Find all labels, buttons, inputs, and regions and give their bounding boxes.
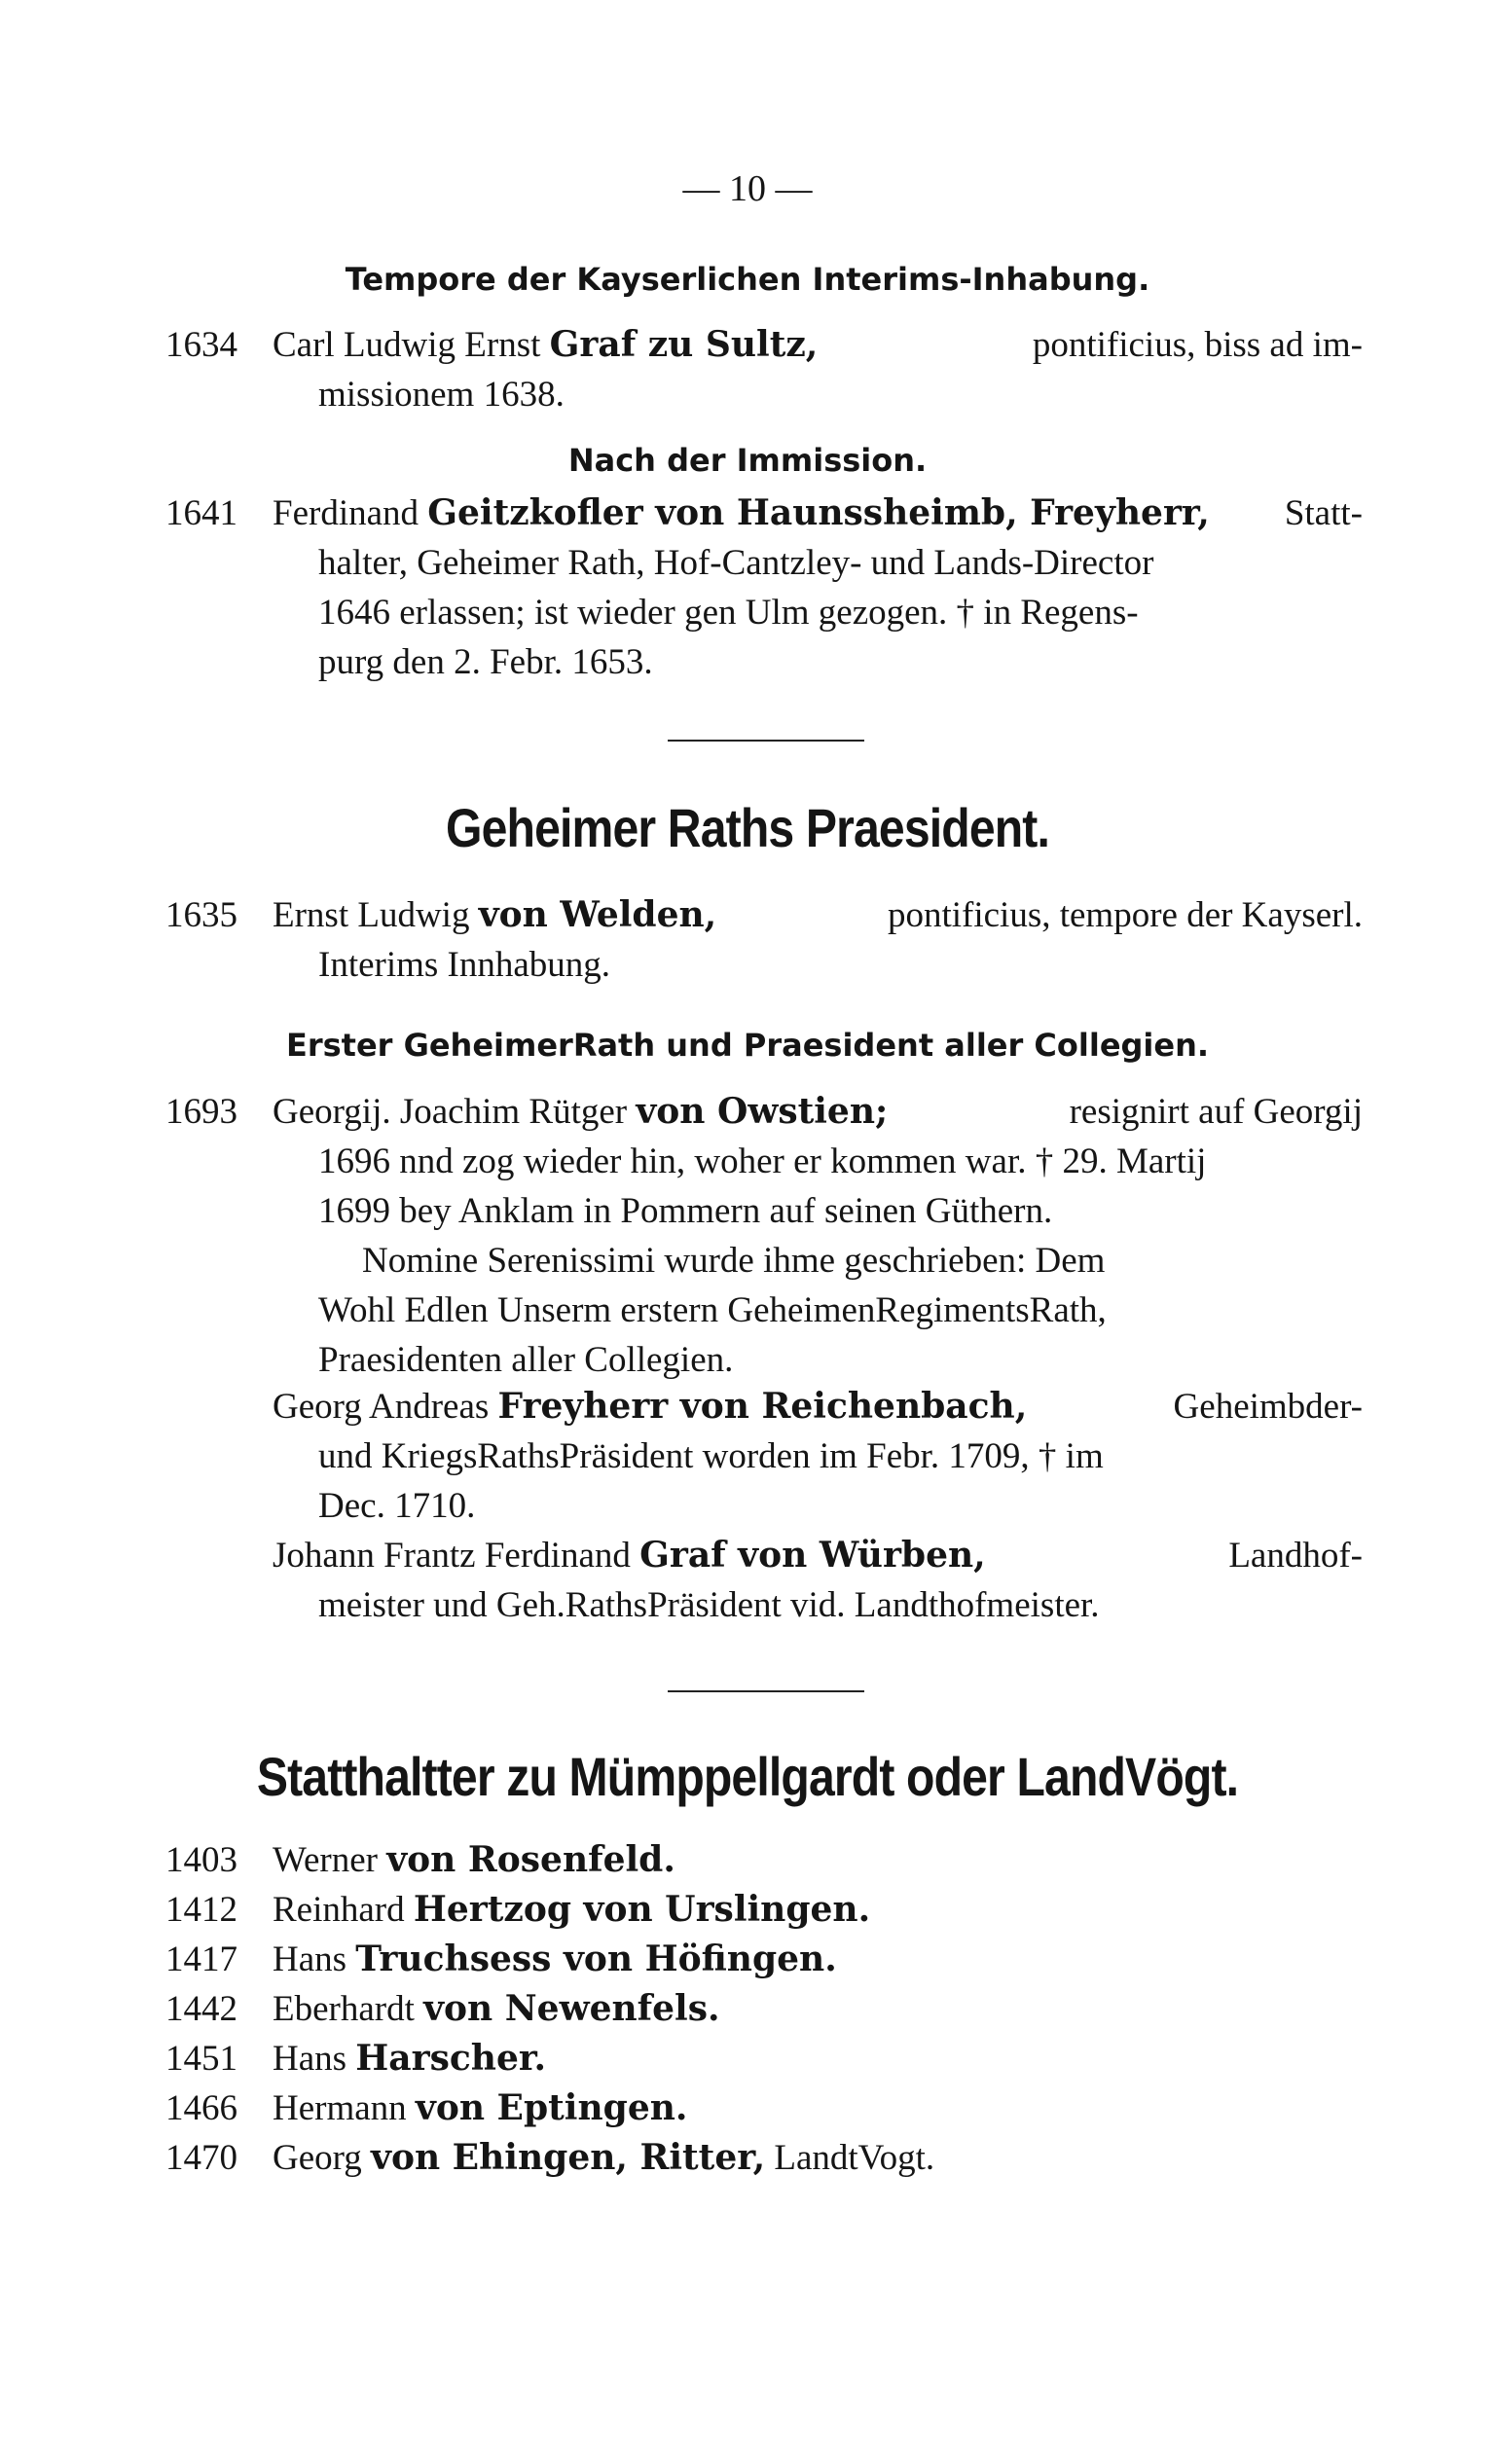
heading-statthalter: Statthaltter zu Mümppellgardt oder LandVögt. <box>256 1746 1239 1807</box>
subheading-immission: Nach der Immission. <box>567 442 928 479</box>
entry-1634: 1634 Carl Ludwig Ernst Graf zu Sultz, pontificius, biss ad im- missionem 1638. <box>165 320 1363 419</box>
list-item: 1403 Werner von Rosenfeld. <box>165 1839 675 1880</box>
subheading-interim: Tempore der Kayserlichen Interims-Inhabung. <box>345 261 1150 298</box>
section-divider <box>668 1690 864 1692</box>
list-item: 1412 Reinhard Hertzog von Urslingen. <box>165 1889 871 1930</box>
heading-praesident: Geheimer Raths Praesident. <box>445 797 1050 858</box>
entry-year: 1641 <box>165 493 237 533</box>
entry-wuerben: Johann Frantz Ferdinand Graf von Würben, Landhof- meister und Geh.RathsPräsident vid. Landthofmeister. <box>273 1535 1363 1625</box>
entry-year: 1634 <box>165 325 237 365</box>
list-item: 1442 Eberhardt von Newenfels. <box>165 1988 720 2029</box>
list-item: 1451 Hans Harscher. <box>165 2038 547 2079</box>
list-item: 1466 Hermann von Eptingen. <box>165 2087 688 2128</box>
entry-year: 1635 <box>165 895 237 935</box>
entry-1693: 1693 Georgij. Joachim Rütger von Owstien; resignirt auf Georgij 1696 nnd zog wieder hin, woher er kommen war. † 29. Martij 1699 bey Anklam in Pommern auf seinen Güthern. Nomine Serenissimi wurde ihme geschrieben: Dem Wohl Edlen Unserm erstern GeheimenRegimentsRath, Praesidenten aller Collegien. <box>165 1087 1363 1385</box>
list-item: 1417 Hans Truchsess von Höfingen. <box>165 1939 837 1979</box>
page-number: — 10 — <box>682 168 813 209</box>
subheading-erster: Erster GeheimerRath und Praesident aller Collegien. <box>285 1027 1210 1064</box>
entry-1635: 1635 Ernst Ludwig von Welden, pontificius, tempore der Kayserl. Interims Innhabung. <box>165 890 1363 990</box>
section-divider <box>668 740 864 742</box>
vogt-list <box>165 1835 1363 2183</box>
list-item: 1470 Georg von Ehingen, Ritter, LandtVogt. <box>165 2137 935 2178</box>
entry-reichenbach: Georg Andreas Freyherr von Reichenbach, Geheimbder- und KriegsRathsPräsident worden im Febr. 1709, † im Dec. 1710. <box>273 1386 1363 1526</box>
entry-1641: 1641 Ferdinand Geitzkofler von Haunssheimb, Freyherr, Statt- halter, Geheimer Rath, Hof-Cantzley- und Lands-Director 1646 erlassen; ist wieder gen Ulm gezogen. † in Regens- purg den 2. Febr. 1653. <box>165 489 1363 687</box>
entry-year: 1693 <box>165 1092 237 1132</box>
